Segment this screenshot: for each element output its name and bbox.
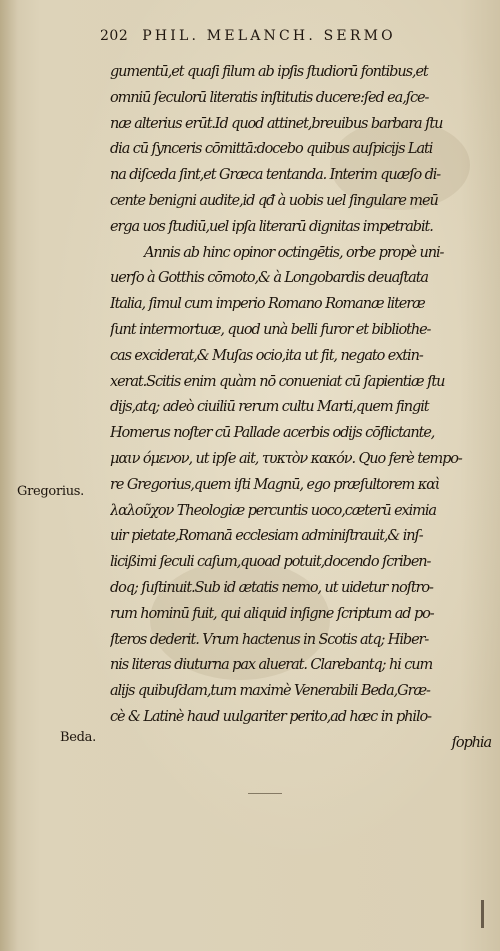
text-line: na diſceda ſint,et Græca tentanda. Interim quæſo di- bbox=[110, 167, 441, 184]
running-title: PHIL. MELANCH. SERMO bbox=[142, 28, 396, 44]
running-header bbox=[100, 28, 475, 44]
text-line: ſteros dederit. Vrum hactenus in Scotis atq; Hiber- bbox=[110, 631, 429, 648]
text-line: næ alterius erūt.Id quod attinet,breuibus barbara ſtu bbox=[110, 115, 443, 132]
text-line: licißimi ſeculi caſum,quoad potuit,docendo ſcriben- bbox=[110, 554, 431, 571]
page-number: 202 bbox=[100, 28, 129, 44]
text-line: gumentū,et quaſi filum ab ipſis ſtudiorū fontibus,et bbox=[110, 64, 428, 80]
footer-rule bbox=[248, 793, 282, 794]
text-line: uerſo à Gotthis cōmoto,& à Longobardis deuaſtata bbox=[110, 270, 428, 287]
text-line: re Gregorius,quem iſti Magnū, ego præſultorem καὶ bbox=[110, 476, 440, 493]
text-line: alijs quibuſdam,tum maximè Venerabili Beda,Græ- bbox=[110, 683, 430, 700]
text-line: dijs,atq; adeò ciuiliū rerum cultu Marti,quem fingit bbox=[110, 399, 429, 416]
text-line: ſunt intermortuæ, quod unà belli furor et bibliothe- bbox=[110, 321, 431, 338]
text-line: cente benigni audite,id qđ à uobis uel ſingulare meū bbox=[110, 192, 438, 209]
margin-note-gregorius: Gregorius. bbox=[17, 484, 84, 499]
text-line: λαλοῦχον Theologiæ percuntis uoco,cæterū eximia bbox=[110, 502, 436, 519]
text-line: dia cū ſynceris cōmittā:docebo quibus auſpicijs Lati bbox=[110, 141, 433, 158]
text-line: rum hominū fuit, qui aliquid inſigne ſcriptum ad po- bbox=[110, 605, 434, 622]
text-line: erga uos ſtudiū,uel ipſa literarū dignitas impetrabit. bbox=[110, 218, 433, 235]
text-line: nis literas diuturna pax aluerat. Clarebantq; hi cum bbox=[110, 657, 433, 674]
text-line: Homerus noſter cū Pallade acerbis odijs cōflictante, bbox=[110, 425, 435, 442]
text-line: μαιν όμενον, ut ipſe ait, τυκτὸν κακόν. Quo ferè tempo- bbox=[110, 450, 462, 467]
text-line: xerat.Scitis enim quàm nō conueniat cū ſapientiæ ſtu bbox=[110, 373, 445, 390]
body-text bbox=[110, 60, 495, 757]
page-edge-mark bbox=[481, 900, 484, 928]
text-line: cè & Latinè haud uulgariter perito,ad hæc in philo- bbox=[110, 708, 431, 725]
text-line: omniū ſeculorū literatis inſtitutis ducere:ſed ea,ſce- bbox=[110, 89, 429, 106]
text-line: uir pietate,Romanā ecclesiam adminiſtrauit,& inſ- bbox=[110, 528, 423, 545]
text-line: Italia, ſimul cum imperio Romano Romanæ literæ bbox=[110, 296, 425, 313]
text-line-catchword: ſophia bbox=[451, 734, 491, 751]
text-line: doq; ſuſtinuit.Sub id ætatis nemo, ut uidetur noſtro- bbox=[110, 579, 433, 596]
margin-note-beda: Beda. bbox=[60, 730, 96, 745]
text-line: Annis ab hinc opinor octingētis, orbe propè uni- bbox=[144, 244, 444, 261]
text-line: cas exciderat,& Muſas ocio,ita ut fit, negato extin- bbox=[110, 347, 423, 364]
